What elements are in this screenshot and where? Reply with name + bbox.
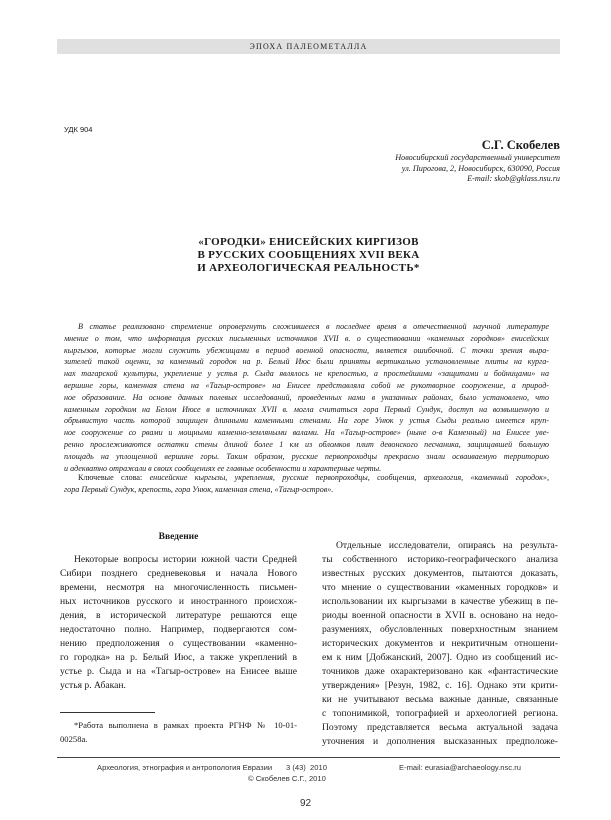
text-line: зителей такой оценки, за каменный городок на р. Белый Июс были приняты вертикально установленные плиты на курга- [64,357,549,367]
title-line: В РУССКИХ СООБЩЕНИЯХ XVII ВЕКА [197,249,420,261]
text-line: Отдельные исследователи, опираясь на результа- [336,540,558,551]
udk-code: УДК 904 [64,125,93,134]
article-title [57,236,560,275]
keywords [64,472,549,496]
text-line: точников даже охарактеризовано как «фантастические [322,666,558,677]
text-line: Сибири позднего средневековья и начала Нового [60,568,297,579]
text-line: ки не учитывают весьма важные данные, связанные [322,694,558,705]
text-line: известных русских документов, пытаются доказать, [322,568,558,579]
text-line: устья р. Абакан. [60,680,126,691]
text-line: В статье реализовано стремление опровергнуть сложившееся в последнее время в отечественной научной литературе [78,322,549,331]
text-line: риоды военной опасности в XVII в. основано на недо- [322,610,558,621]
author-affiliation: Новосибирский государственный университет [395,153,560,162]
abstract [64,321,549,474]
author-name: С.Г. Скобелев [481,138,560,152]
author-address: ул. Пирогова, 2, Новосибирск, 630090, Россия [401,163,560,173]
text-line: нению предположения о существовании «каменно- [60,638,297,649]
section-heading-introduction: Введение [158,532,199,542]
author-email: E-mail: skob@gklass.nsu.ru [467,174,560,183]
text-line: нах тагарской культуры, укрепление у устья р. Сыда являлось не крепостью, а простейшими «защитами и бойницами» на [64,369,549,379]
text-line: дения, в исторической литературе решаются еще [60,610,297,621]
footer-issue: 3 (43) 2010 [286,763,327,772]
author-block [395,137,560,185]
text-line: использовании их кыргызами в качестве убежищ в пе- [322,596,558,607]
text-line: ты собственного историко-географического анализа [322,554,558,565]
text-line: ное образование. На основе данных полевых исследований, проведенных нами в указанных районах, было установлено, что [64,392,549,402]
keywords-line: гора Первый Сундук, крепость, гора Унюк, каменная стена, «Тагыр-остров». [64,484,334,494]
text-line: мнение о том, что информация русских письменных источников XVII в. о существовании «каменных городков» енисейских [64,333,549,343]
text-line: *Работа выполнена в рамках проекта РГНФ № 10-01- [74,720,297,730]
text-line: каменным городком на Белом Июсе в источниках XVII в. могла считаться гора Первый Сундук, доступ на возвышенную и [64,404,549,414]
text-line: и адекватно отражали в своих сообщениях ее главные особенности и характерные черты. [64,463,382,473]
footer-email: E-mail: eurasia@archaeology.nsc.ru [399,763,521,772]
text-line: с топонимикой, топографией и археологией региона. [322,708,558,719]
text-line: времени, несмотря на многочисленность письмен- [60,582,297,593]
text-line: утверждения» [Резун, 1982, с. 16]. Однако эти крити- [322,680,558,691]
text-line: ем к ним [Добжанский, 2007]. Одно из сообщений ис- [322,652,558,663]
text-line: разумениях, обусловленных поверхностным знанием [322,624,558,635]
text-line: ренно прослеживаются остатки стены длиной более 1 км из обломков плит девонского песчаника, защищавшей большую [64,439,549,449]
footer-copyright: © Скобелев С.Г., 2010 [248,774,326,783]
text-line: вершине горы, каменная стена на «Тагыр-острове» на Енисее представляла собой не рукотворное сооружение, а природ- [64,380,549,390]
footnote-divider [60,712,155,713]
text-line: ное сооружение со рвами и мощными каменно-земляными валами. На «Тагыр-острове» (ныне о-в Каменный) на Енисее уве- [64,428,549,438]
title-line: «ГОРОДКИ» ЕНИСЕЙСКИХ КИРГИЗОВ [198,236,419,248]
left-column-text [60,553,297,693]
text-line: кыргызов, которые могли служить убежищами в период военной опасности, является ошибочной. С точки зрения выра- [64,345,549,355]
right-column-text [322,539,558,749]
text-line: исторических документов и некритичным отношени- [322,638,558,649]
text-line: уточнения и дополнения высказанных предположе- [322,736,558,747]
text-line: 00258а. [60,733,88,744]
title-line: И АРХЕОЛОГИЧЕСКАЯ РЕАЛЬНОСТЬ* [197,262,420,274]
footer-journal: Археология, этнография и антропология Евразии [97,763,273,772]
text-line: ных источников русского и иностранного происхож- [60,596,297,607]
text-line: Некоторые вопросы истории южной части Средней [74,554,297,565]
text-line: устье р. Сыда и на «Тагыр-острове» на Енисее выше [60,666,297,677]
keywords-label: Ключевые слова: [78,473,143,482]
text-line: площадь на уплощенной вершине горы. Таким образом, русские первопроходцы прекрасно знали осваиваемую территорию [64,451,549,461]
text-line: го городка» на р. Белый Июс, а также укреплений в [60,652,297,663]
page-number: 92 [299,798,312,809]
text-line: что мнение о существовании «каменных городков» и [322,582,558,593]
text-line: Поэтому представляется весьма актуальной задача [322,722,558,733]
footnote [60,719,297,746]
text-line: обрывистую часть которой защищен длинными каменными стенами. На горе Унюк у устья Сыды реально имеется круп- [64,416,549,426]
keywords-line: енисейские кыргызы, укрепления, русские первопроходцы, сообщения, археология, «каменный городок», [149,473,549,482]
running-head: ЭПОХА ПАЛЕОМЕТАЛЛА [57,39,560,54]
text-line: недостаточно полно. Например, подвергаются сом- [60,624,297,635]
footer-divider [57,757,560,758]
